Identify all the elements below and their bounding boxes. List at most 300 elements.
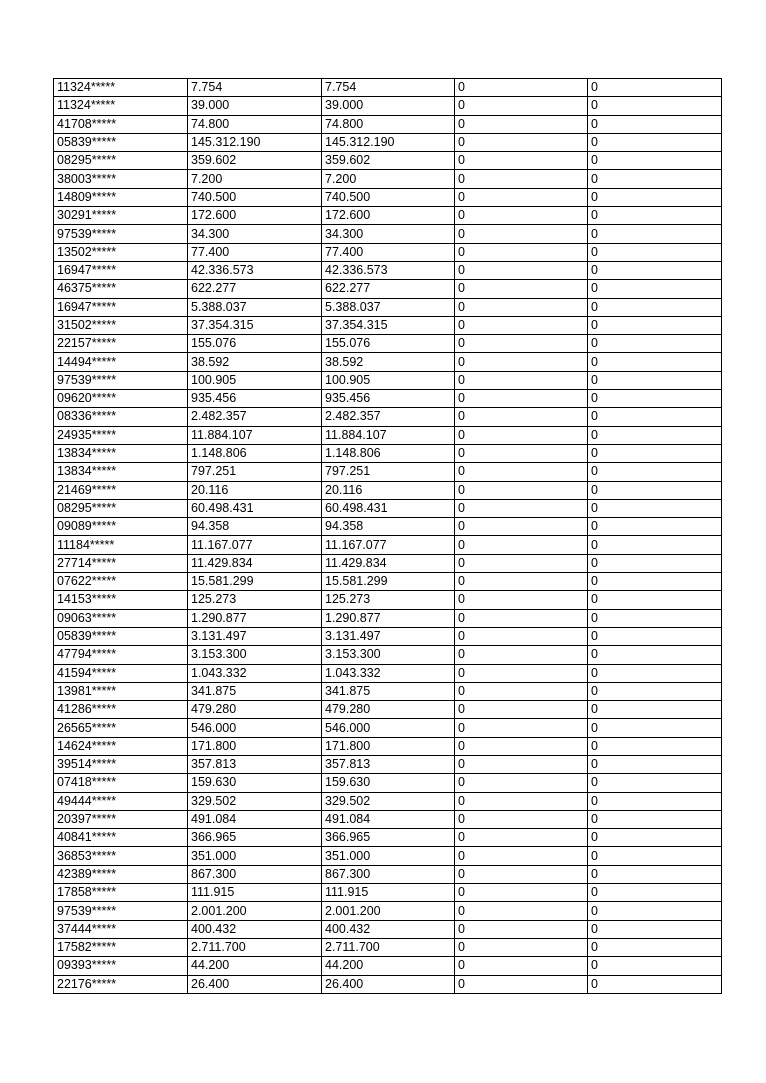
table-row (54, 298, 722, 316)
tax-id-cell: 14494***** (54, 353, 188, 371)
tax-id-cell: 97539***** (54, 371, 188, 389)
tax-id-cell: 49444***** (54, 792, 188, 810)
zero-value-cell: 0 (588, 847, 722, 865)
tax-id-cell: 09089***** (54, 518, 188, 536)
tax-id-cell: 09063***** (54, 609, 188, 627)
zero-value-cell: 0 (588, 865, 722, 883)
table-row (54, 957, 722, 975)
amount-cell: 34.300 (188, 225, 322, 243)
table-row (54, 225, 722, 243)
zero-value-cell: 0 (588, 609, 722, 627)
tax-id-cell: 22176***** (54, 975, 188, 993)
zero-value-cell: 0 (588, 938, 722, 956)
tax-id-cell: 16947***** (54, 298, 188, 316)
zero-value-cell: 0 (588, 975, 722, 993)
amount-cell: 400.432 (188, 920, 322, 938)
amount-cell: 341.875 (188, 682, 322, 700)
zero-value-cell: 0 (588, 152, 722, 170)
amount-cell: 797.251 (322, 463, 455, 481)
zero-value-cell: 0 (455, 408, 588, 426)
zero-value-cell: 0 (588, 408, 722, 426)
tax-id-cell: 11324***** (54, 97, 188, 115)
amount-cell: 2.001.200 (322, 902, 455, 920)
zero-value-cell: 0 (588, 499, 722, 517)
zero-value-cell: 0 (588, 79, 722, 97)
table-row (54, 188, 722, 206)
zero-value-cell: 0 (588, 737, 722, 755)
tax-id-cell: 37444***** (54, 920, 188, 938)
table-row (54, 847, 722, 865)
amount-cell: 546.000 (188, 719, 322, 737)
table-row (54, 79, 722, 97)
zero-value-cell: 0 (588, 298, 722, 316)
table-row (54, 884, 722, 902)
table-row (54, 316, 722, 334)
zero-value-cell: 0 (455, 682, 588, 700)
tax-id-cell: 21469***** (54, 481, 188, 499)
zero-value-cell: 0 (455, 426, 588, 444)
tax-id-cell: 17858***** (54, 884, 188, 902)
amount-cell: 2.482.357 (322, 408, 455, 426)
amount-cell: 5.388.037 (322, 298, 455, 316)
amount-cell: 357.813 (188, 755, 322, 773)
table-row (54, 920, 722, 938)
tax-id-cell: 20397***** (54, 810, 188, 828)
zero-value-cell: 0 (588, 554, 722, 572)
zero-value-cell: 0 (588, 902, 722, 920)
zero-value-cell: 0 (588, 573, 722, 591)
zero-value-cell: 0 (455, 646, 588, 664)
zero-value-cell: 0 (455, 573, 588, 591)
amount-cell: 155.076 (188, 335, 322, 353)
table-row (54, 335, 722, 353)
zero-value-cell: 0 (455, 152, 588, 170)
amount-cell: 2.482.357 (188, 408, 322, 426)
table-row (54, 170, 722, 188)
zero-value-cell: 0 (588, 280, 722, 298)
zero-value-cell: 0 (455, 884, 588, 902)
zero-value-cell: 0 (588, 225, 722, 243)
amount-cell: 351.000 (188, 847, 322, 865)
zero-value-cell: 0 (588, 774, 722, 792)
amount-cell: 26.400 (322, 975, 455, 993)
amount-cell: 60.498.431 (322, 499, 455, 517)
table-row (54, 518, 722, 536)
table-row (54, 536, 722, 554)
amount-cell: 7.754 (188, 79, 322, 97)
tax-id-cell: 41594***** (54, 664, 188, 682)
amount-cell: 37.354.315 (322, 316, 455, 334)
zero-value-cell: 0 (455, 591, 588, 609)
tax-id-cell: 11184***** (54, 536, 188, 554)
amount-cell: 94.358 (322, 518, 455, 536)
amount-cell: 159.630 (188, 774, 322, 792)
tax-id-cell: 13834***** (54, 463, 188, 481)
amount-cell: 479.280 (322, 701, 455, 719)
zero-value-cell: 0 (588, 316, 722, 334)
amount-cell: 11.884.107 (188, 426, 322, 444)
amount-cell: 2.711.700 (322, 938, 455, 956)
zero-value-cell: 0 (455, 719, 588, 737)
zero-value-cell: 0 (588, 371, 722, 389)
amount-cell: 172.600 (188, 207, 322, 225)
amount-cell: 1.290.877 (188, 609, 322, 627)
amount-cell: 479.280 (188, 701, 322, 719)
zero-value-cell: 0 (455, 902, 588, 920)
amount-cell: 491.084 (322, 810, 455, 828)
zero-value-cell: 0 (455, 97, 588, 115)
tax-id-cell: 09393***** (54, 957, 188, 975)
zero-value-cell: 0 (588, 957, 722, 975)
tax-id-cell: 41286***** (54, 701, 188, 719)
table-row (54, 609, 722, 627)
table-row (54, 682, 722, 700)
amount-cell: 20.116 (322, 481, 455, 499)
table-row (54, 701, 722, 719)
amount-cell: 797.251 (188, 463, 322, 481)
zero-value-cell: 0 (455, 957, 588, 975)
zero-value-cell: 0 (588, 188, 722, 206)
amount-cell: 1.043.332 (188, 664, 322, 682)
amount-cell: 622.277 (322, 280, 455, 298)
zero-value-cell: 0 (455, 701, 588, 719)
amount-cell: 366.965 (188, 829, 322, 847)
zero-value-cell: 0 (588, 518, 722, 536)
tax-id-cell: 08295***** (54, 499, 188, 517)
amount-cell: 1.043.332 (322, 664, 455, 682)
zero-value-cell: 0 (455, 225, 588, 243)
tax-id-cell: 24935***** (54, 426, 188, 444)
amount-cell: 34.300 (322, 225, 455, 243)
zero-value-cell: 0 (455, 261, 588, 279)
tax-id-cell: 46375***** (54, 280, 188, 298)
amount-cell: 622.277 (188, 280, 322, 298)
amount-cell: 400.432 (322, 920, 455, 938)
tax-id-cell: 27714***** (54, 554, 188, 572)
amount-cell: 15.581.299 (322, 573, 455, 591)
amount-cell: 341.875 (322, 682, 455, 700)
zero-value-cell: 0 (455, 554, 588, 572)
amount-cell: 867.300 (188, 865, 322, 883)
table-row (54, 280, 722, 298)
tax-id-cell: 42389***** (54, 865, 188, 883)
zero-value-cell: 0 (588, 719, 722, 737)
amount-cell: 39.000 (188, 97, 322, 115)
amount-cell: 159.630 (322, 774, 455, 792)
table-row (54, 719, 722, 737)
amount-cell: 74.800 (188, 115, 322, 133)
amount-cell: 125.273 (322, 591, 455, 609)
amount-cell: 11.429.834 (322, 554, 455, 572)
amount-cell: 60.498.431 (188, 499, 322, 517)
tax-id-cell: 97539***** (54, 902, 188, 920)
tax-id-cell: 26565***** (54, 719, 188, 737)
zero-value-cell: 0 (455, 243, 588, 261)
tax-id-cell: 05839***** (54, 627, 188, 645)
amount-cell: 329.502 (188, 792, 322, 810)
amount-cell: 740.500 (322, 188, 455, 206)
amount-cell: 366.965 (322, 829, 455, 847)
tax-id-cell: 13502***** (54, 243, 188, 261)
zero-value-cell: 0 (455, 133, 588, 151)
table-row (54, 371, 722, 389)
zero-value-cell: 0 (455, 353, 588, 371)
table-row (54, 554, 722, 572)
zero-value-cell: 0 (455, 298, 588, 316)
zero-value-cell: 0 (588, 810, 722, 828)
amount-cell: 74.800 (322, 115, 455, 133)
table-row (54, 810, 722, 828)
zero-value-cell: 0 (455, 627, 588, 645)
zero-value-cell: 0 (455, 463, 588, 481)
table-row (54, 152, 722, 170)
zero-value-cell: 0 (588, 463, 722, 481)
amount-cell: 546.000 (322, 719, 455, 737)
zero-value-cell: 0 (455, 810, 588, 828)
zero-value-cell: 0 (588, 920, 722, 938)
zero-value-cell: 0 (455, 792, 588, 810)
tax-id-cell: 36853***** (54, 847, 188, 865)
table-row (54, 737, 722, 755)
amount-cell: 111.915 (188, 884, 322, 902)
amount-cell: 3.131.497 (188, 627, 322, 645)
zero-value-cell: 0 (455, 481, 588, 499)
zero-value-cell: 0 (588, 170, 722, 188)
zero-value-cell: 0 (588, 261, 722, 279)
table-row (54, 865, 722, 883)
amount-cell: 5.388.037 (188, 298, 322, 316)
tax-id-cell: 14153***** (54, 591, 188, 609)
table-row (54, 573, 722, 591)
table-row (54, 755, 722, 773)
amount-cell: 11.167.077 (188, 536, 322, 554)
amount-cell: 171.800 (188, 737, 322, 755)
tax-id-cell: 30291***** (54, 207, 188, 225)
amount-cell: 7.754 (322, 79, 455, 97)
zero-value-cell: 0 (455, 774, 588, 792)
zero-value-cell: 0 (455, 371, 588, 389)
amount-cell: 125.273 (188, 591, 322, 609)
tax-id-cell: 07418***** (54, 774, 188, 792)
table-row (54, 499, 722, 517)
tax-id-cell: 05839***** (54, 133, 188, 151)
zero-value-cell: 0 (455, 536, 588, 554)
amount-cell: 145.312.190 (322, 133, 455, 151)
table-row (54, 646, 722, 664)
tax-id-cell: 08336***** (54, 408, 188, 426)
table-row (54, 463, 722, 481)
zero-value-cell: 0 (588, 682, 722, 700)
amount-cell: 155.076 (322, 335, 455, 353)
zero-value-cell: 0 (455, 755, 588, 773)
data-table (53, 78, 722, 994)
zero-value-cell: 0 (455, 609, 588, 627)
zero-value-cell: 0 (588, 884, 722, 902)
amount-cell: 1.148.806 (322, 444, 455, 462)
zero-value-cell: 0 (588, 207, 722, 225)
amount-cell: 935.456 (322, 390, 455, 408)
table-row (54, 426, 722, 444)
amount-cell: 329.502 (322, 792, 455, 810)
zero-value-cell: 0 (588, 444, 722, 462)
amount-cell: 15.581.299 (188, 573, 322, 591)
amount-cell: 77.400 (188, 243, 322, 261)
table-row (54, 792, 722, 810)
table-row (54, 353, 722, 371)
amount-cell: 94.358 (188, 518, 322, 536)
tax-id-cell: 16947***** (54, 261, 188, 279)
table-row (54, 444, 722, 462)
amount-cell: 3.131.497 (322, 627, 455, 645)
amount-cell: 3.153.300 (322, 646, 455, 664)
zero-value-cell: 0 (455, 170, 588, 188)
table-row (54, 408, 722, 426)
zero-value-cell: 0 (588, 390, 722, 408)
tax-id-cell: 08295***** (54, 152, 188, 170)
zero-value-cell: 0 (588, 664, 722, 682)
tax-id-cell: 17582***** (54, 938, 188, 956)
zero-value-cell: 0 (455, 920, 588, 938)
zero-value-cell: 0 (455, 499, 588, 517)
amount-cell: 100.905 (322, 371, 455, 389)
tax-id-cell: 41708***** (54, 115, 188, 133)
zero-value-cell: 0 (455, 829, 588, 847)
tax-id-cell: 38003***** (54, 170, 188, 188)
amount-cell: 351.000 (322, 847, 455, 865)
zero-value-cell: 0 (455, 115, 588, 133)
zero-value-cell: 0 (455, 847, 588, 865)
amount-cell: 42.336.573 (322, 261, 455, 279)
amount-cell: 1.290.877 (322, 609, 455, 627)
zero-value-cell: 0 (588, 829, 722, 847)
zero-value-cell: 0 (588, 426, 722, 444)
tax-id-cell: 09620***** (54, 390, 188, 408)
amount-cell: 38.592 (322, 353, 455, 371)
tax-id-cell: 14624***** (54, 737, 188, 755)
zero-value-cell: 0 (455, 938, 588, 956)
amount-cell: 1.148.806 (188, 444, 322, 462)
table-body (54, 79, 722, 994)
table-row (54, 481, 722, 499)
amount-cell: 740.500 (188, 188, 322, 206)
table-row (54, 115, 722, 133)
table-row (54, 133, 722, 151)
amount-cell: 867.300 (322, 865, 455, 883)
amount-cell: 44.200 (322, 957, 455, 975)
tax-id-cell: 14809***** (54, 188, 188, 206)
amount-cell: 172.600 (322, 207, 455, 225)
table-row (54, 938, 722, 956)
zero-value-cell: 0 (455, 865, 588, 883)
table-row (54, 902, 722, 920)
amount-cell: 111.915 (322, 884, 455, 902)
tax-id-cell: 40841***** (54, 829, 188, 847)
zero-value-cell: 0 (588, 133, 722, 151)
amount-cell: 491.084 (188, 810, 322, 828)
amount-cell: 26.400 (188, 975, 322, 993)
amount-cell: 2.001.200 (188, 902, 322, 920)
amount-cell: 935.456 (188, 390, 322, 408)
tax-id-cell: 13834***** (54, 444, 188, 462)
amount-cell: 20.116 (188, 481, 322, 499)
zero-value-cell: 0 (588, 335, 722, 353)
amount-cell: 11.167.077 (322, 536, 455, 554)
table-row (54, 829, 722, 847)
table-row (54, 975, 722, 993)
zero-value-cell: 0 (588, 792, 722, 810)
zero-value-cell: 0 (455, 737, 588, 755)
tax-id-cell: 31502***** (54, 316, 188, 334)
table-row (54, 390, 722, 408)
table-row (54, 627, 722, 645)
zero-value-cell: 0 (455, 79, 588, 97)
zero-value-cell: 0 (588, 243, 722, 261)
amount-cell: 39.000 (322, 97, 455, 115)
amount-cell: 11.429.834 (188, 554, 322, 572)
amount-cell: 171.800 (322, 737, 455, 755)
zero-value-cell: 0 (588, 115, 722, 133)
zero-value-cell: 0 (588, 755, 722, 773)
zero-value-cell: 0 (455, 316, 588, 334)
zero-value-cell: 0 (455, 335, 588, 353)
zero-value-cell: 0 (455, 207, 588, 225)
table-row (54, 261, 722, 279)
tax-id-cell: 47794***** (54, 646, 188, 664)
zero-value-cell: 0 (588, 701, 722, 719)
amount-cell: 7.200 (322, 170, 455, 188)
tax-id-cell: 11324***** (54, 79, 188, 97)
table-row (54, 664, 722, 682)
amount-cell: 2.711.700 (188, 938, 322, 956)
amount-cell: 357.813 (322, 755, 455, 773)
amount-cell: 44.200 (188, 957, 322, 975)
zero-value-cell: 0 (588, 591, 722, 609)
zero-value-cell: 0 (455, 518, 588, 536)
amount-cell: 100.905 (188, 371, 322, 389)
table-row (54, 591, 722, 609)
tax-id-cell: 22157***** (54, 335, 188, 353)
zero-value-cell: 0 (455, 188, 588, 206)
amount-cell: 38.592 (188, 353, 322, 371)
zero-value-cell: 0 (588, 353, 722, 371)
table-row (54, 243, 722, 261)
amount-cell: 3.153.300 (188, 646, 322, 664)
zero-value-cell: 0 (455, 975, 588, 993)
zero-value-cell: 0 (455, 664, 588, 682)
zero-value-cell: 0 (455, 444, 588, 462)
tax-id-cell: 07622***** (54, 573, 188, 591)
table-row (54, 774, 722, 792)
zero-value-cell: 0 (588, 627, 722, 645)
tax-id-cell: 97539***** (54, 225, 188, 243)
amount-cell: 359.602 (322, 152, 455, 170)
zero-value-cell: 0 (588, 481, 722, 499)
amount-cell: 37.354.315 (188, 316, 322, 334)
table-row (54, 97, 722, 115)
zero-value-cell: 0 (588, 646, 722, 664)
zero-value-cell: 0 (588, 97, 722, 115)
table-row (54, 207, 722, 225)
amount-cell: 359.602 (188, 152, 322, 170)
zero-value-cell: 0 (455, 390, 588, 408)
amount-cell: 77.400 (322, 243, 455, 261)
zero-value-cell: 0 (455, 280, 588, 298)
amount-cell: 145.312.190 (188, 133, 322, 151)
amount-cell: 11.884.107 (322, 426, 455, 444)
tax-id-cell: 13981***** (54, 682, 188, 700)
zero-value-cell: 0 (588, 536, 722, 554)
amount-cell: 7.200 (188, 170, 322, 188)
